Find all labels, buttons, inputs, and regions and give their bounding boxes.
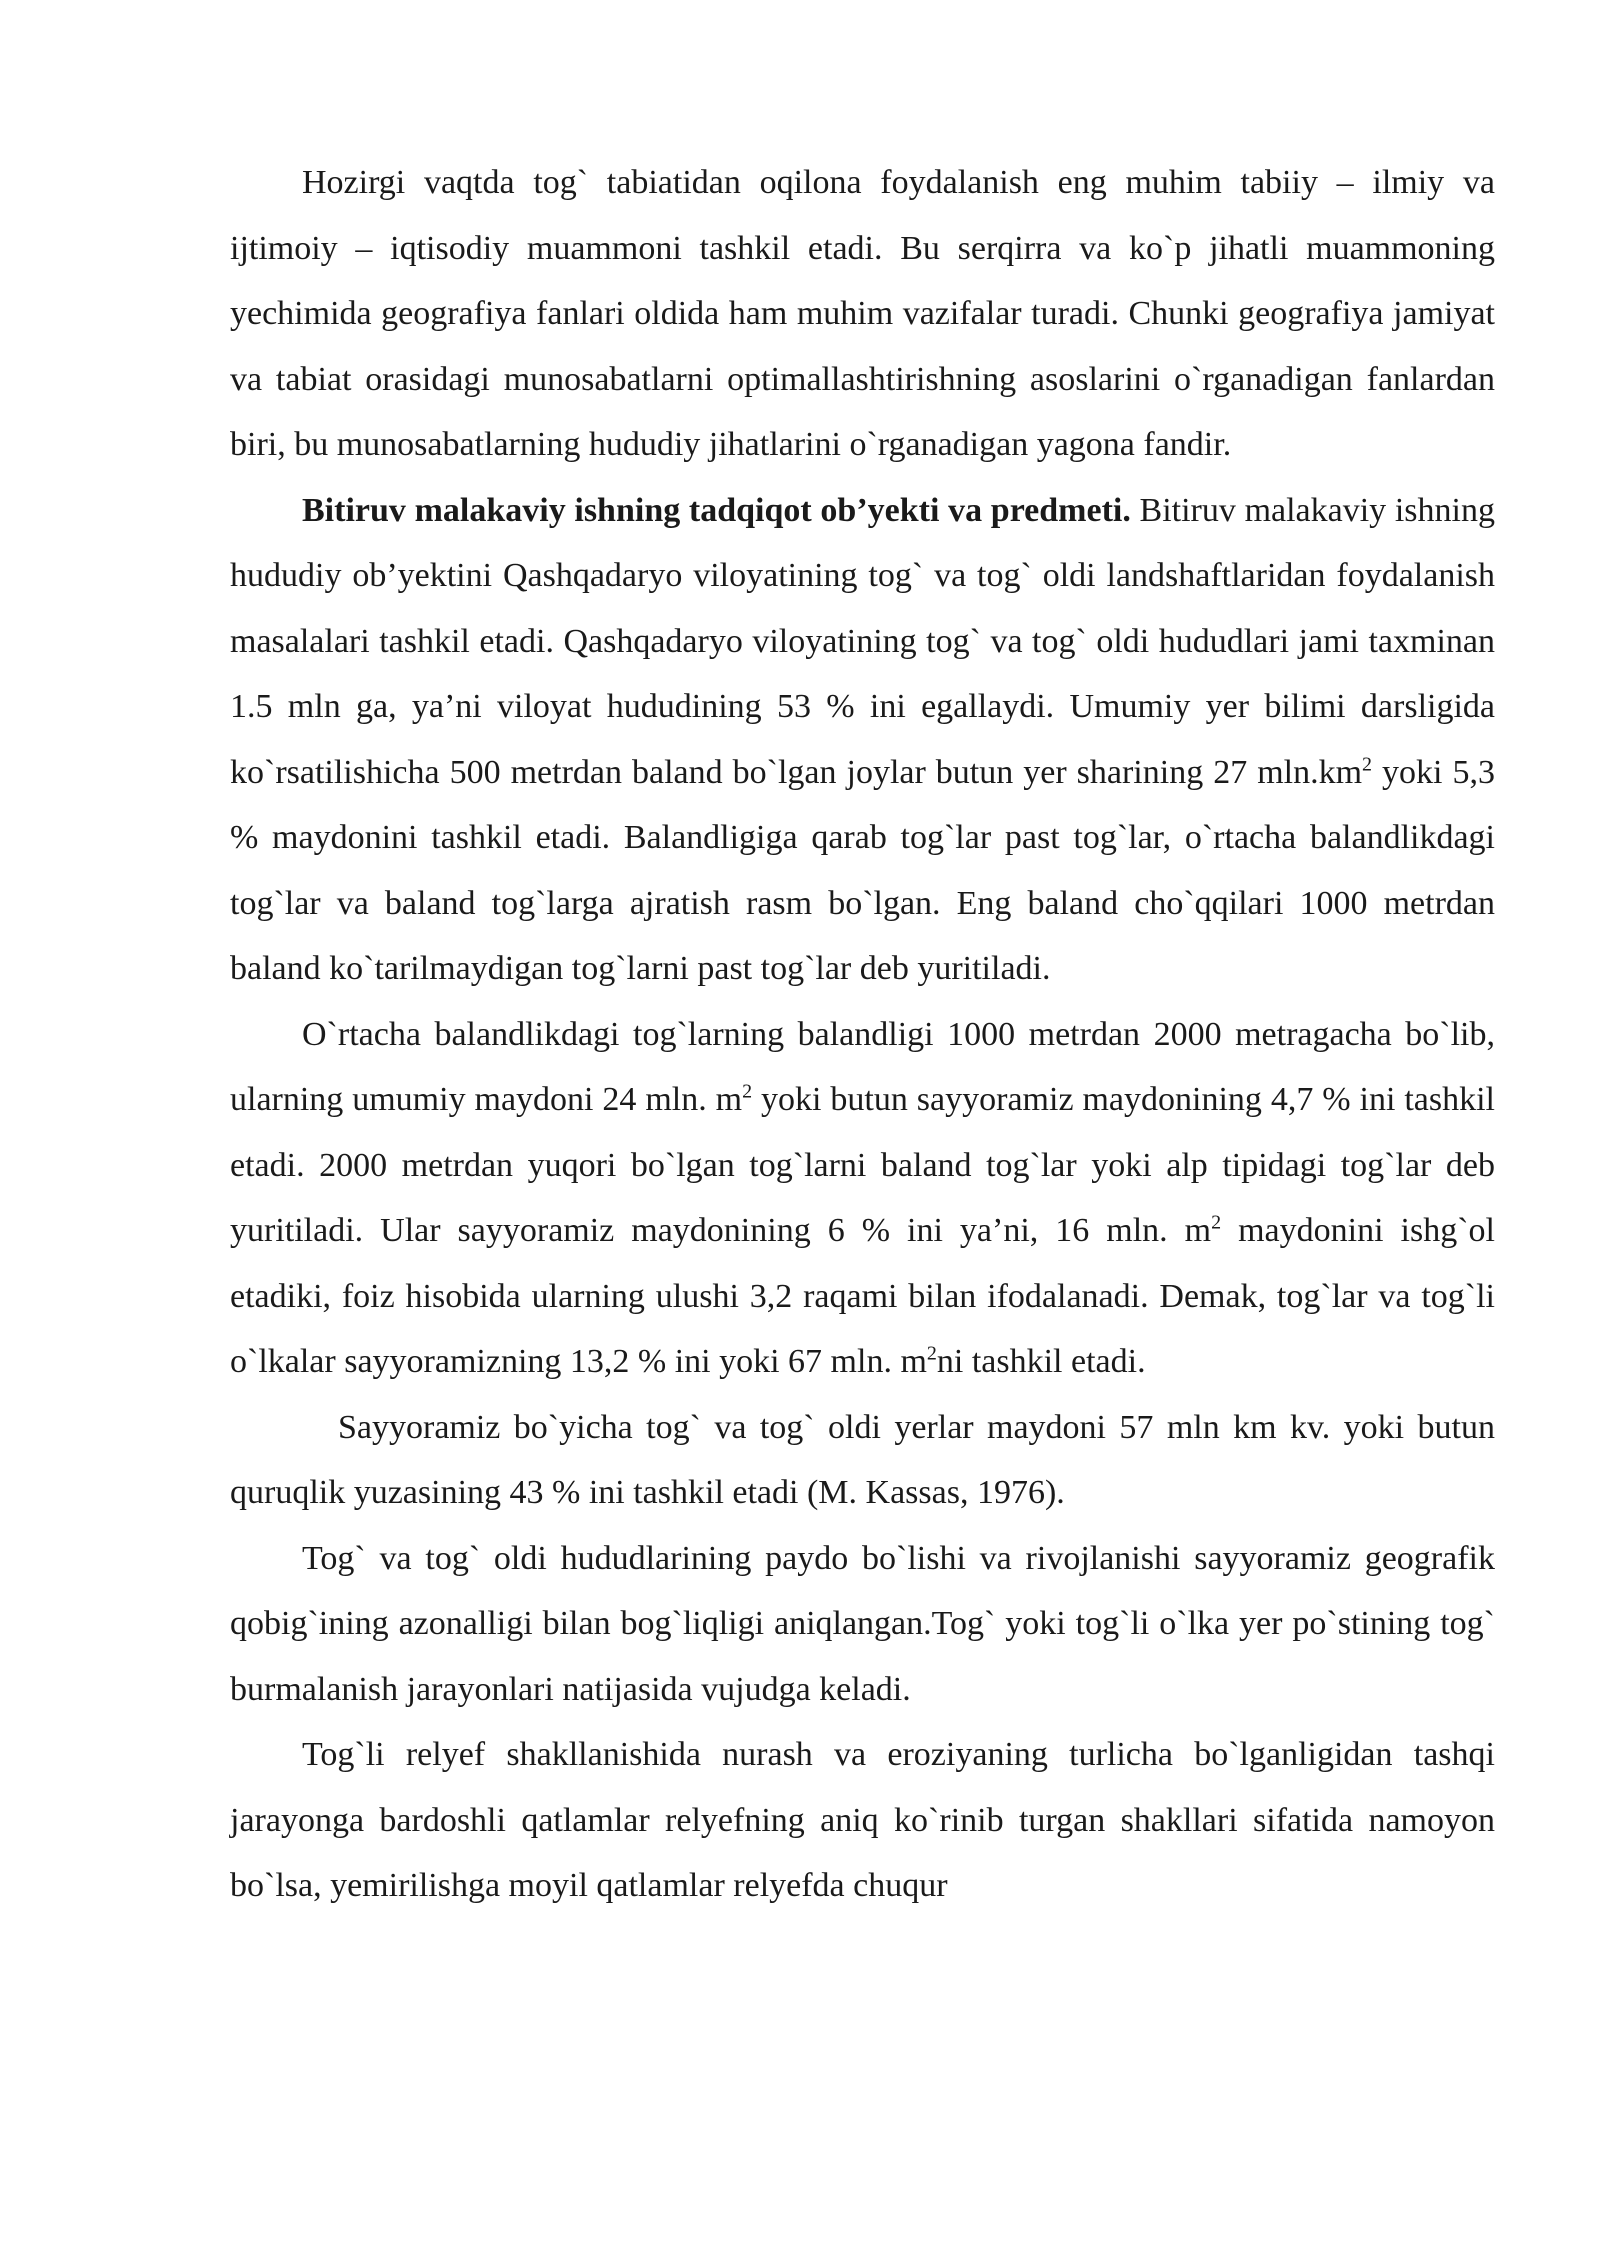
paragraph-text: yoki 5,3 % maydonini tashkil etadi. Balandligiga qarab tog`lar past tog`lar, o`rtacha balandlikdagi tog`lar va baland tog`larga ajratish rasm bo`lgan. Eng baland cho`qqilari 1000 metrdan baland ko`tarilmaydigan tog`larni past tog`lar deb yuritiladi. — [230, 753, 1495, 987]
superscript: 2 — [926, 1342, 937, 1365]
document-page — [230, 150, 1495, 1919]
paragraph-text: O`rtacha balandlikdagi tog`larning balandligi 1000 metrdan 2000 metragacha bo`lib, ularning umumiy maydoni 24 mln. m — [230, 1015, 1495, 1118]
paragraph-origin: Tog` va tog` oldi hududlarining paydo bo`lishi va rivojlanishi sayyoramiz geografik qobig`ining azonalligi bilan bog`liqligi aniqlangan.Tog` yoki tog`li o`lka yer po`stining tog` burmalanish jarayonlari natijasida vujudga keladi. — [230, 1539, 1495, 1708]
paragraph-relief: Tog`li relyef shakllanishida nurash va eroziyaning turlicha bo`lganligidan tashqi jarayonga bardoshli qatlamlar relyefning aniq ko`rinib turgan shakllari sifatida namoyon bo`lsa, yemirilishga moyil qatlamlar relyefda chuqur — [230, 1736, 1495, 1904]
paragraph-text: Bitiruv malakaviy ishning hududiy ob’yektini Qashqadaryo viloyatining tog` va tog` oldi landshaftlaridan foydalanish masalalari tashkil etadi. Qashqadaryo viloyatining tog` va tog` oldi hududlari jami taxminan 1.5 mln ga, ya’ni viloyat hududining 53 % ini egallaydi. Umumiy yer bilimi darsligida ko`rsatilishicha 500 metrdan baland bo`lgan joylar butun yer sharining 27 mln.km — [230, 491, 1495, 791]
superscript: 2 — [1362, 753, 1373, 776]
superscript: 2 — [742, 1080, 753, 1103]
section-heading: Bitiruv malakaviy ishning tadqiqot ob’yekti va predmeti. — [302, 491, 1131, 529]
paragraph-object-subject — [230, 478, 1495, 1002]
paragraph-intro: Hozirgi vaqtda tog` tabiatidan oqilona foydalanish eng muhim tabiiy – ilmiy va ijtimoiy – iqtisodiy muammoni tashkil etadi. Bu serqirra va ko`p jihatli muammoning yechimida geografiya fanlari oldida ham muhim vazifalar turadi. Chunki geografiya jamiyat va tabiat orasidagi munosabatlarni optimallashtirishning asoslarini o`rganadigan fanlardan biri, bu munosabatlarning hududiy jihatlarini o`rganadigan yagona fandir. — [230, 164, 1495, 463]
superscript: 2 — [1211, 1211, 1222, 1234]
paragraph-text: maydonini ishg`ol etadiki, foiz hisobida ularning ulushi 3,2 raqami bilan ifodalanadi. Demak, tog`lar va tog`li o`lkalar sayyoramizning 13,2 % ini yoki 67 mln. m — [230, 1212, 1495, 1380]
paragraph-mountain-heights — [230, 1002, 1495, 1395]
paragraph-planet-area: Sayyoramiz bo`yicha tog` va tog` oldi yerlar maydoni 57 mln km kv. yoki butun quruqlik yuzasining 43 % ini tashkil etadi (M. Kassas, 1976). — [230, 1408, 1495, 1511]
paragraph-text: ni tashkil etadi. — [936, 1343, 1146, 1380]
paragraph-text: yoki butun sayyoramiz maydonining 4,7 % ini tashkil etadi. 2000 metrdan yuqori bo`lgan tog`larni baland tog`lar yoki alp tipidagi tog`lar deb yuritiladi. Ular sayyoramiz maydonining 6 % ini ya’ni, 16 mln. m — [230, 1081, 1495, 1249]
